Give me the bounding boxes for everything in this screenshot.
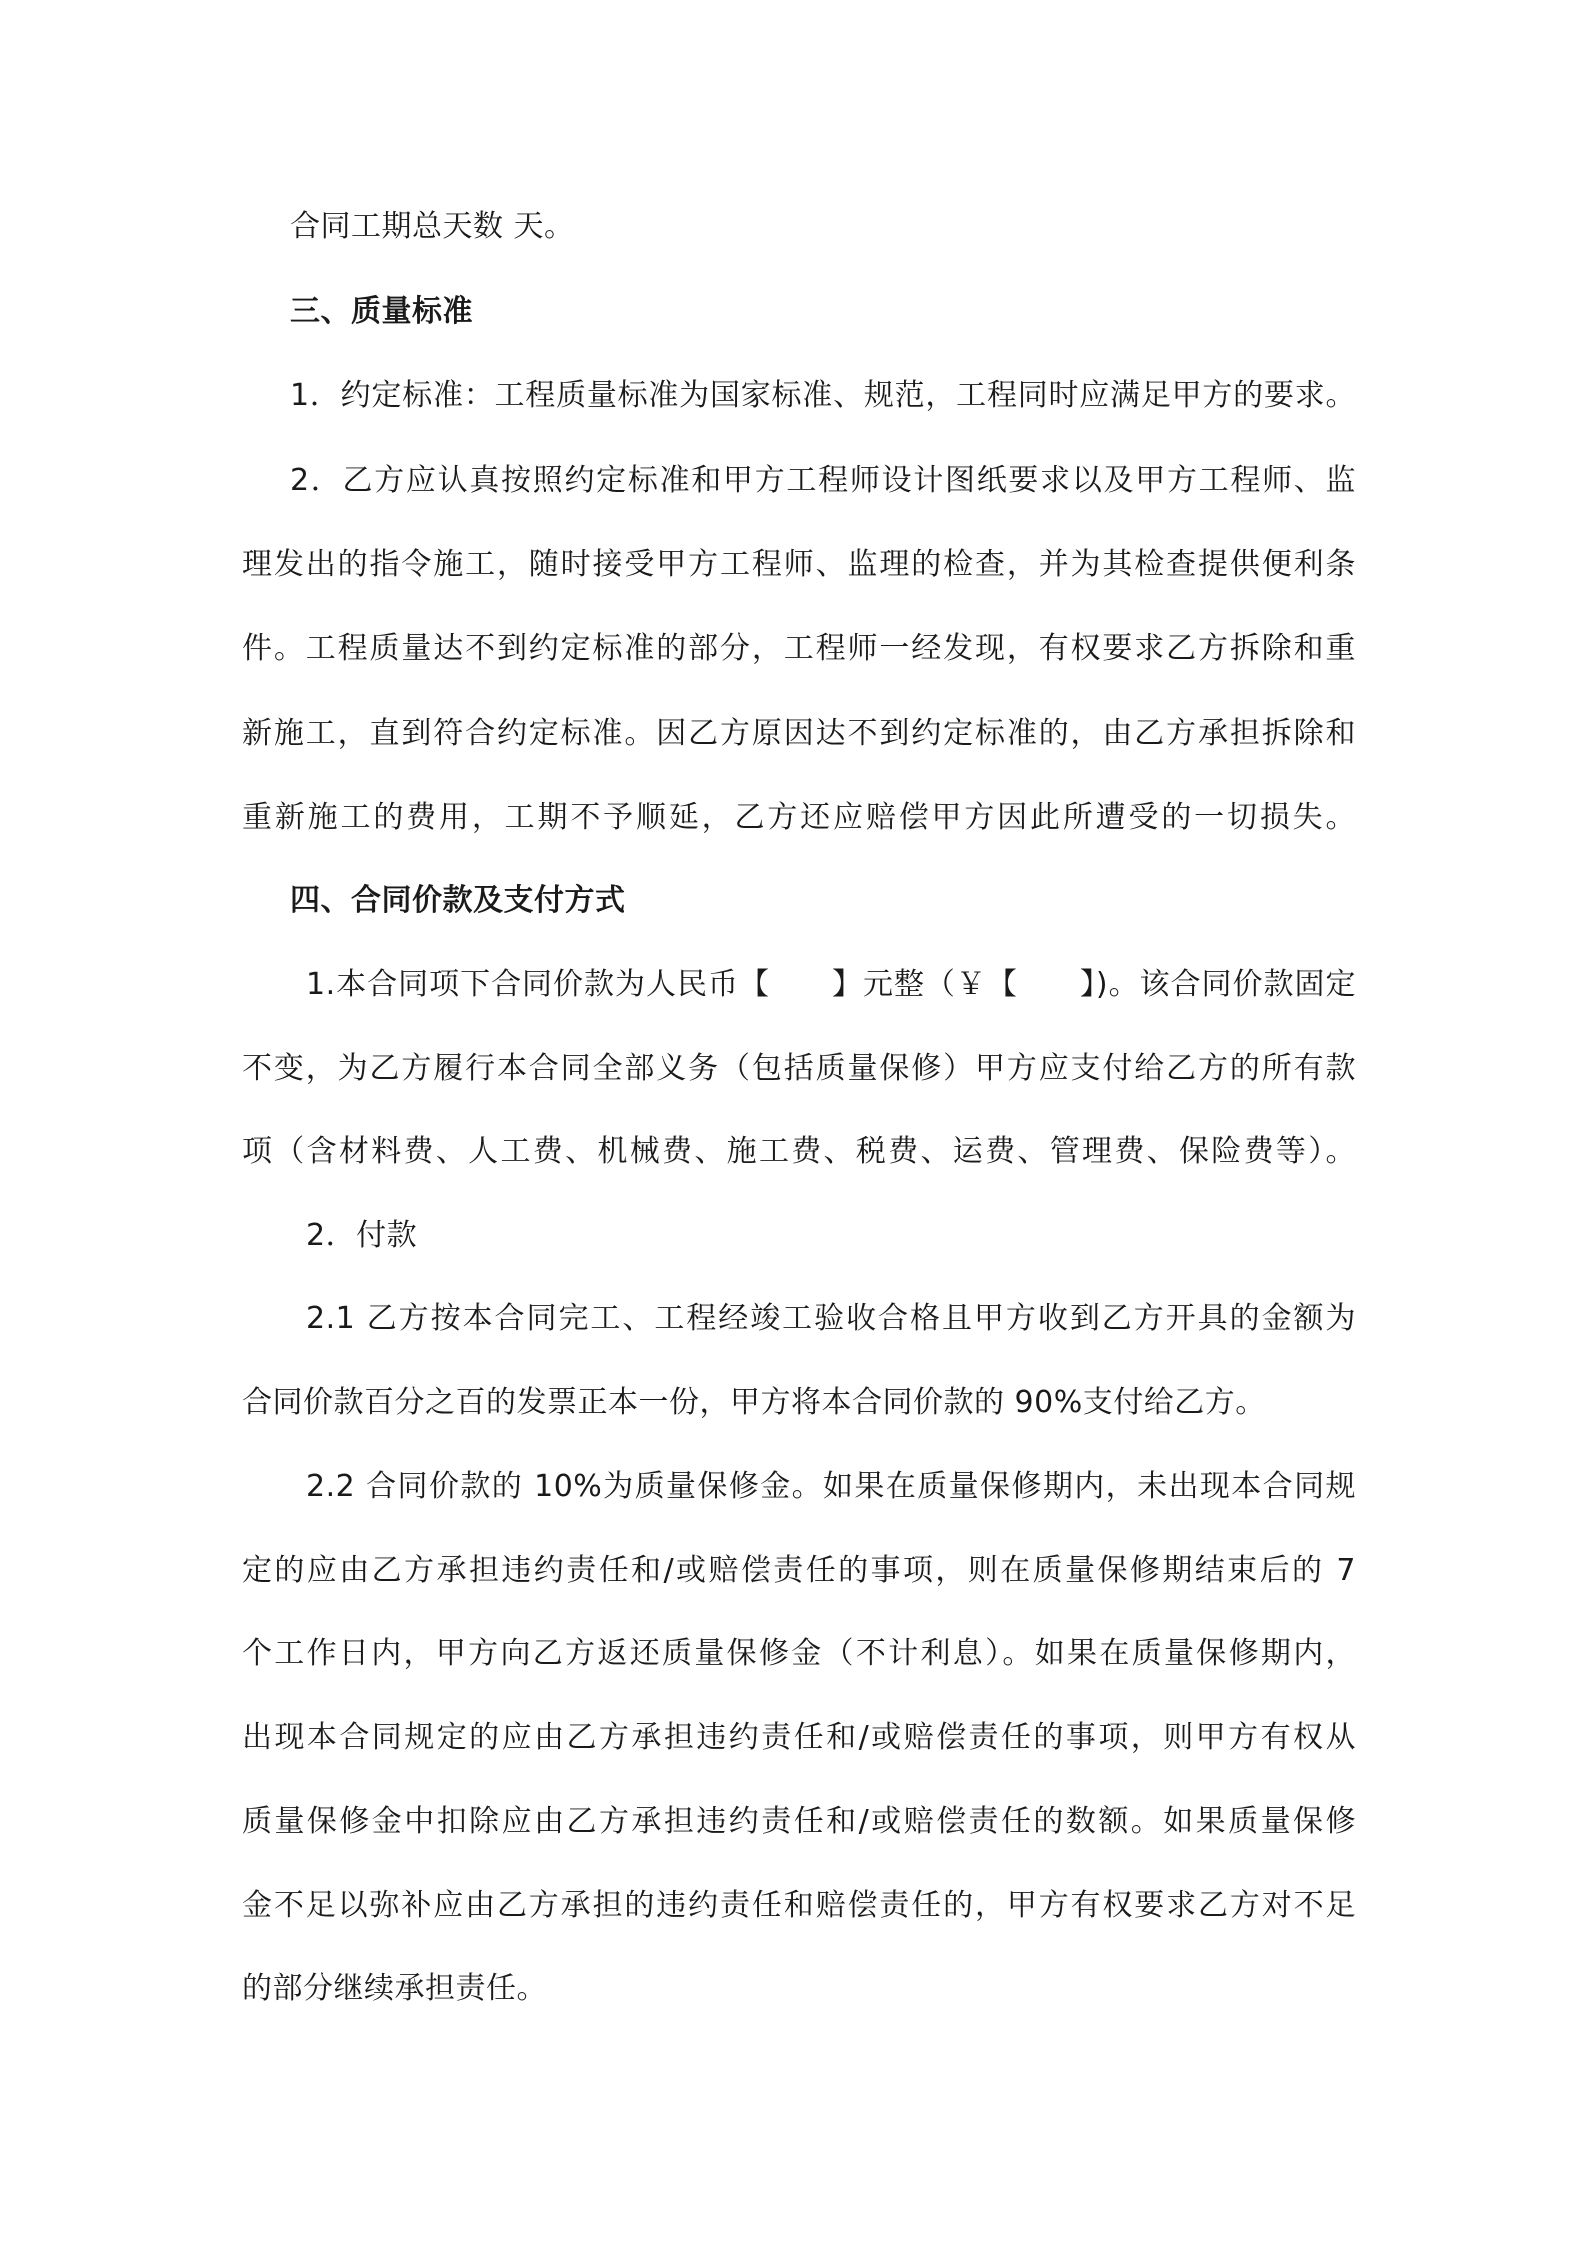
section-heading-quality-standard: 三、质量标准 xyxy=(290,294,473,329)
paragraph-line: 2.1 乙方按本合同完工、工程经竣工验收合格且甲方收到乙方开具的金额为 xyxy=(306,1301,1356,1336)
paragraph-line: 理发出的指令施工，随时接受甲方工程师、监理的检查，并为其检查提供便利条 xyxy=(242,547,1356,582)
paragraph-line: 2．乙方应认真按照约定标准和甲方工程师设计图纸要求以及甲方工程师、监 xyxy=(290,463,1356,498)
paragraph-line: 金不足以弥补应由乙方承担的违约责任和赔偿责任的，甲方有权要求乙方对不足 xyxy=(242,1888,1356,1923)
payment-subheading: 2．付款 xyxy=(306,1218,418,1253)
paragraph-line: 重新施工的费用，工期不予顺延，乙方还应赔偿甲方因此所遭受的一切损失。 xyxy=(242,800,1356,835)
paragraph-line: 合同价款百分之百的发票正本一份，甲方将本合同价款的 90%支付给乙方。 xyxy=(242,1385,1266,1420)
contract-duration-line: 合同工期总天数 天。 xyxy=(290,209,575,244)
paragraph-line: 1.本合同项下合同价款为人民币【 】元整（￥【 】)。该合同价款固定 xyxy=(306,967,1356,1002)
paragraph-line: 的部分继续承担责任。 xyxy=(242,1971,547,2006)
paragraph-line: 质量保修金中扣除应由乙方承担违约责任和/或赔偿责任的数额。如果质量保修 xyxy=(242,1804,1356,1839)
paragraph-line: 定的应由乙方承担违约责任和/或赔偿责任的事项，则在质量保修期结束后的 7 xyxy=(242,1553,1356,1588)
paragraph-line: 不变，为乙方履行本合同全部义务（包括质量保修）甲方应支付给乙方的所有款 xyxy=(242,1051,1356,1086)
paragraph-line: 项（含材料费、人工费、机械费、施工费、税费、运费、管理费、保险费等）。 xyxy=(242,1134,1356,1169)
paragraph-line: 件。工程质量达不到约定标准的部分，工程师一经发现，有权要求乙方拆除和重 xyxy=(242,631,1356,666)
section-heading-contract-price: 四、合同价款及支付方式 xyxy=(290,883,626,918)
paragraph-line: 2.2 合同价款的 10%为质量保修金。如果在质量保修期内，未出现本合同规 xyxy=(306,1469,1356,1504)
paragraph-line: 1．约定标准：工程质量标准为国家标准、规范，工程同时应满足甲方的要求。 xyxy=(290,378,1356,413)
paragraph-line: 新施工，直到符合约定标准。因乙方原因达不到约定标准的，由乙方承担拆除和 xyxy=(242,716,1356,751)
paragraph-line: 个工作日内，甲方向乙方返还质量保修金（不计利息）。如果在质量保修期内， xyxy=(242,1636,1356,1671)
paragraph-line: 出现本合同规定的应由乙方承担违约责任和/或赔偿责任的事项，则甲方有权从 xyxy=(242,1720,1356,1755)
